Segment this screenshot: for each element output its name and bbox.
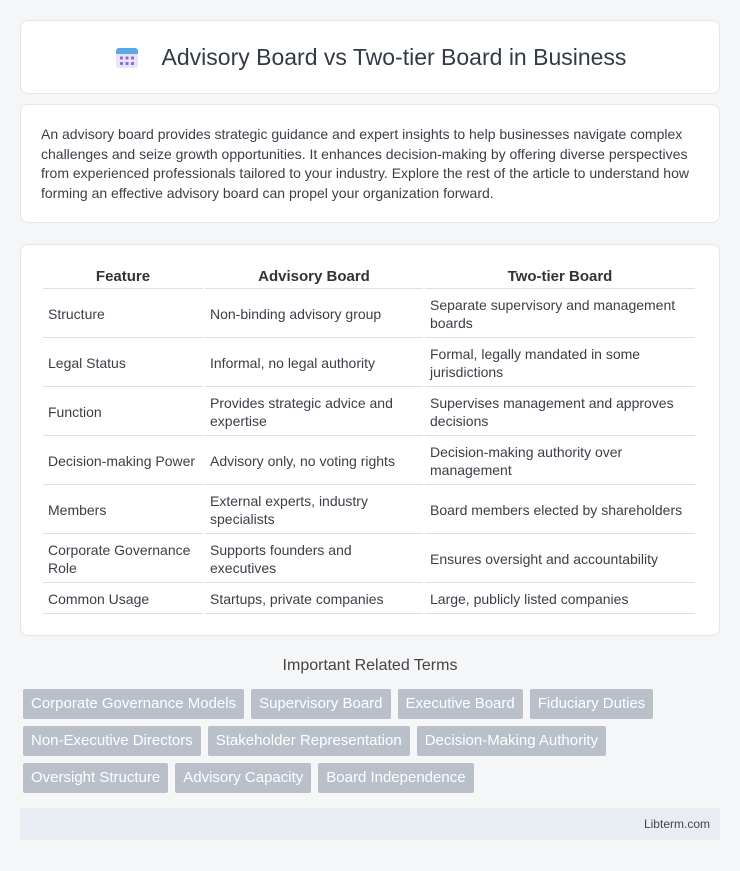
table-cell: Ensures oversight and accountability [425, 536, 695, 583]
table-cell: Function [43, 389, 203, 436]
table-row [43, 487, 695, 534]
table-cell: Decision-making Power [43, 438, 203, 485]
comparison-card [20, 244, 720, 636]
table-row [43, 291, 695, 338]
term-tag[interactable]: Advisory Capacity [175, 763, 311, 793]
table-header-row [43, 267, 695, 289]
table-cell: External experts, industry specialists [205, 487, 423, 534]
table-cell: Supports founders and executives [205, 536, 423, 583]
term-tag[interactable]: Fiduciary Duties [530, 689, 654, 719]
intro-card [20, 104, 720, 223]
term-tag[interactable]: Executive Board [398, 689, 523, 719]
table-cell: Informal, no legal authority [205, 340, 423, 387]
table-cell: Decision-making authority over management [425, 438, 695, 485]
table-row [43, 585, 695, 614]
header-card [20, 20, 720, 94]
footer [20, 808, 720, 840]
column-header: Feature [43, 267, 203, 289]
column-header: Two-tier Board [425, 267, 695, 289]
table-cell: Startups, private companies [205, 585, 423, 614]
table-cell: Corporate Governance Role [43, 536, 203, 583]
table-row [43, 389, 695, 436]
comparison-table [41, 265, 697, 616]
table-row [43, 438, 695, 485]
table-cell: Advisory only, no voting rights [205, 438, 423, 485]
term-tag[interactable]: Corporate Governance Models [23, 689, 244, 719]
term-tag[interactable]: Non-Executive Directors [23, 726, 201, 756]
term-tag[interactable]: Supervisory Board [251, 689, 390, 719]
table-cell: Common Usage [43, 585, 203, 614]
table-cell: Provides strategic advice and expertise [205, 389, 423, 436]
related-terms-title: Important Related Terms [282, 657, 458, 674]
calendar-icon [114, 44, 140, 70]
table-row [43, 340, 695, 387]
table-cell: Structure [43, 291, 203, 338]
table-cell: Members [43, 487, 203, 534]
table-cell: Legal Status [43, 340, 203, 387]
term-tag[interactable]: Decision-Making Authority [417, 726, 606, 756]
table-row [43, 536, 695, 583]
related-terms-list [23, 689, 723, 793]
column-header: Advisory Board [205, 267, 423, 289]
term-tag[interactable]: Oversight Structure [23, 763, 168, 793]
table-cell: Non-binding advisory group [205, 291, 423, 338]
table-cell: Supervises management and approves decisions [425, 389, 695, 436]
table-cell: Formal, legally mandated in some jurisdictions [425, 340, 695, 387]
intro-text: An advisory board provides strategic guidance and expert insights to help businesses navigate complex challenges and seize growth opportunities. It enhances decision-making by offering diverse perspectives from experienced professionals tailored to your industry. Explore the rest of the article to understand how forming an effective advisory board can propel your organization forward. [41, 126, 689, 201]
table-cell: Large, publicly listed companies [425, 585, 695, 614]
footer-site-link[interactable]: Libterm.com [643, 817, 710, 831]
term-tag[interactable]: Board Independence [318, 763, 473, 793]
table-cell: Board members elected by shareholders [425, 487, 695, 534]
page-title: Advisory Board vs Two-tier Board in Business [161, 43, 627, 70]
term-tag[interactable]: Stakeholder Representation [208, 726, 410, 756]
table-cell: Separate supervisory and management boards [425, 291, 695, 338]
